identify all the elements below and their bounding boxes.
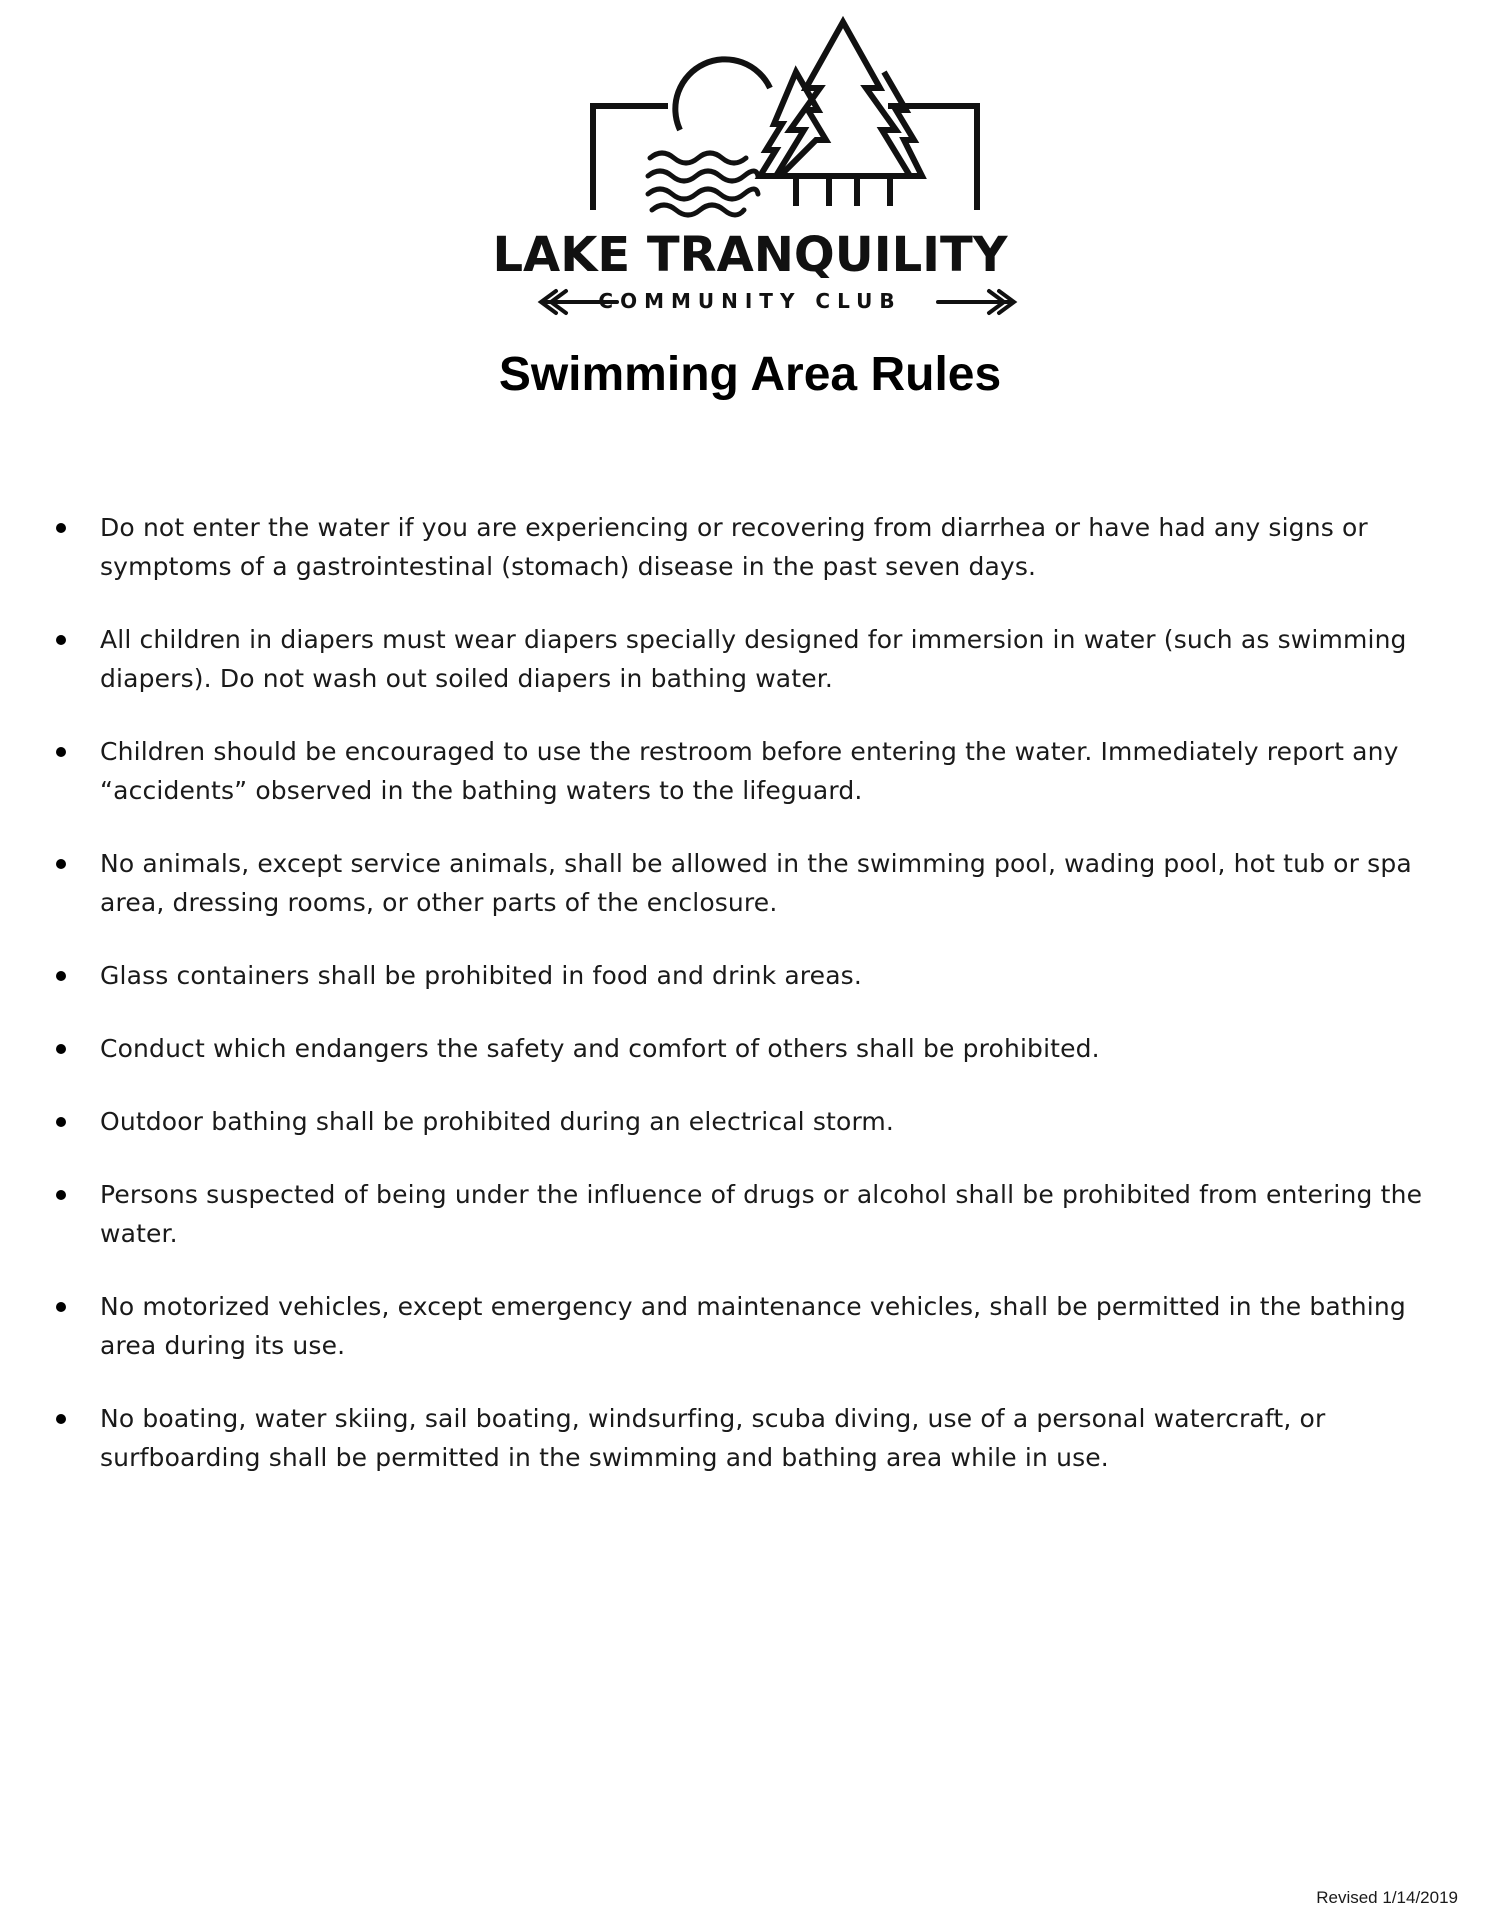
logo-title: LAKE TRANQUILITY	[492, 227, 1008, 283]
bullet-icon	[56, 859, 66, 869]
rule-text: Glass containers shall be prohibited in food and drink areas.	[100, 961, 862, 990]
logo-subtitle: COMMUNITY CLUB	[598, 289, 902, 313]
rule-item	[52, 1399, 1462, 1477]
rule-item	[52, 1175, 1462, 1253]
bullet-icon	[56, 747, 66, 757]
pine-tree-icon	[760, 22, 922, 206]
sun-icon	[675, 59, 770, 130]
bullet-icon	[56, 971, 66, 981]
rule-text: All children in diapers must wear diapers specially designed for immersion in water (such as swimming diapers). Do not wash out soiled diapers in bathing water.	[100, 625, 1407, 693]
page-title: Swimming Area Rules	[498, 348, 1002, 401]
rule-item	[52, 956, 1462, 995]
rule-item	[52, 732, 1462, 810]
bullet-icon	[56, 523, 66, 533]
rule-item	[52, 620, 1462, 698]
rule-text: Outdoor bathing shall be prohibited during an electrical storm.	[100, 1107, 895, 1136]
rule-text: No motorized vehicles, except emergency and maintenance vehicles, shall be permitted in the bathing area during its use.	[100, 1292, 1406, 1360]
water-waves-icon	[648, 153, 758, 215]
bullet-icon	[56, 1190, 66, 1200]
bullet-icon	[56, 1302, 66, 1312]
bullet-icon	[56, 1044, 66, 1054]
rules-list	[52, 508, 1462, 1511]
rule-item	[52, 508, 1462, 586]
bullet-icon	[56, 635, 66, 645]
rule-item	[52, 1287, 1462, 1365]
rule-text: Persons suspected of being under the influence of drugs or alcohol shall be prohibited from entering the water.	[100, 1180, 1423, 1248]
rule-item	[52, 844, 1462, 922]
rule-text: Children should be encouraged to use the restroom before entering the water. Immediately report any “accidents” observed in the bathing waters to the lifeguard.	[100, 737, 1399, 805]
bullet-icon	[56, 1117, 66, 1127]
rule-text: Conduct which endangers the safety and comfort of others shall be prohibited.	[100, 1034, 1100, 1063]
rule-text: Do not enter the water if you are experiencing or recovering from diarrhea or have had any signs or symptoms of a gastrointestinal (stomach) disease in the past seven days.	[100, 513, 1368, 581]
revision-date: Revised 1/14/2019	[1316, 1888, 1458, 1907]
club-logo	[0, 0, 1500, 330]
rule-text: No animals, except service animals, shall be allowed in the swimming pool, wading pool, hot tub or spa area, dressing rooms, or other parts of the enclosure.	[100, 849, 1412, 917]
rule-text: No boating, water skiing, sail boating, windsurfing, scuba diving, use of a personal watercraft, or surfboarding shall be permitted in the swimming and bathing area while in use.	[100, 1404, 1326, 1472]
rule-item	[52, 1102, 1462, 1141]
rule-item	[52, 1029, 1462, 1068]
bullet-icon	[56, 1414, 66, 1424]
